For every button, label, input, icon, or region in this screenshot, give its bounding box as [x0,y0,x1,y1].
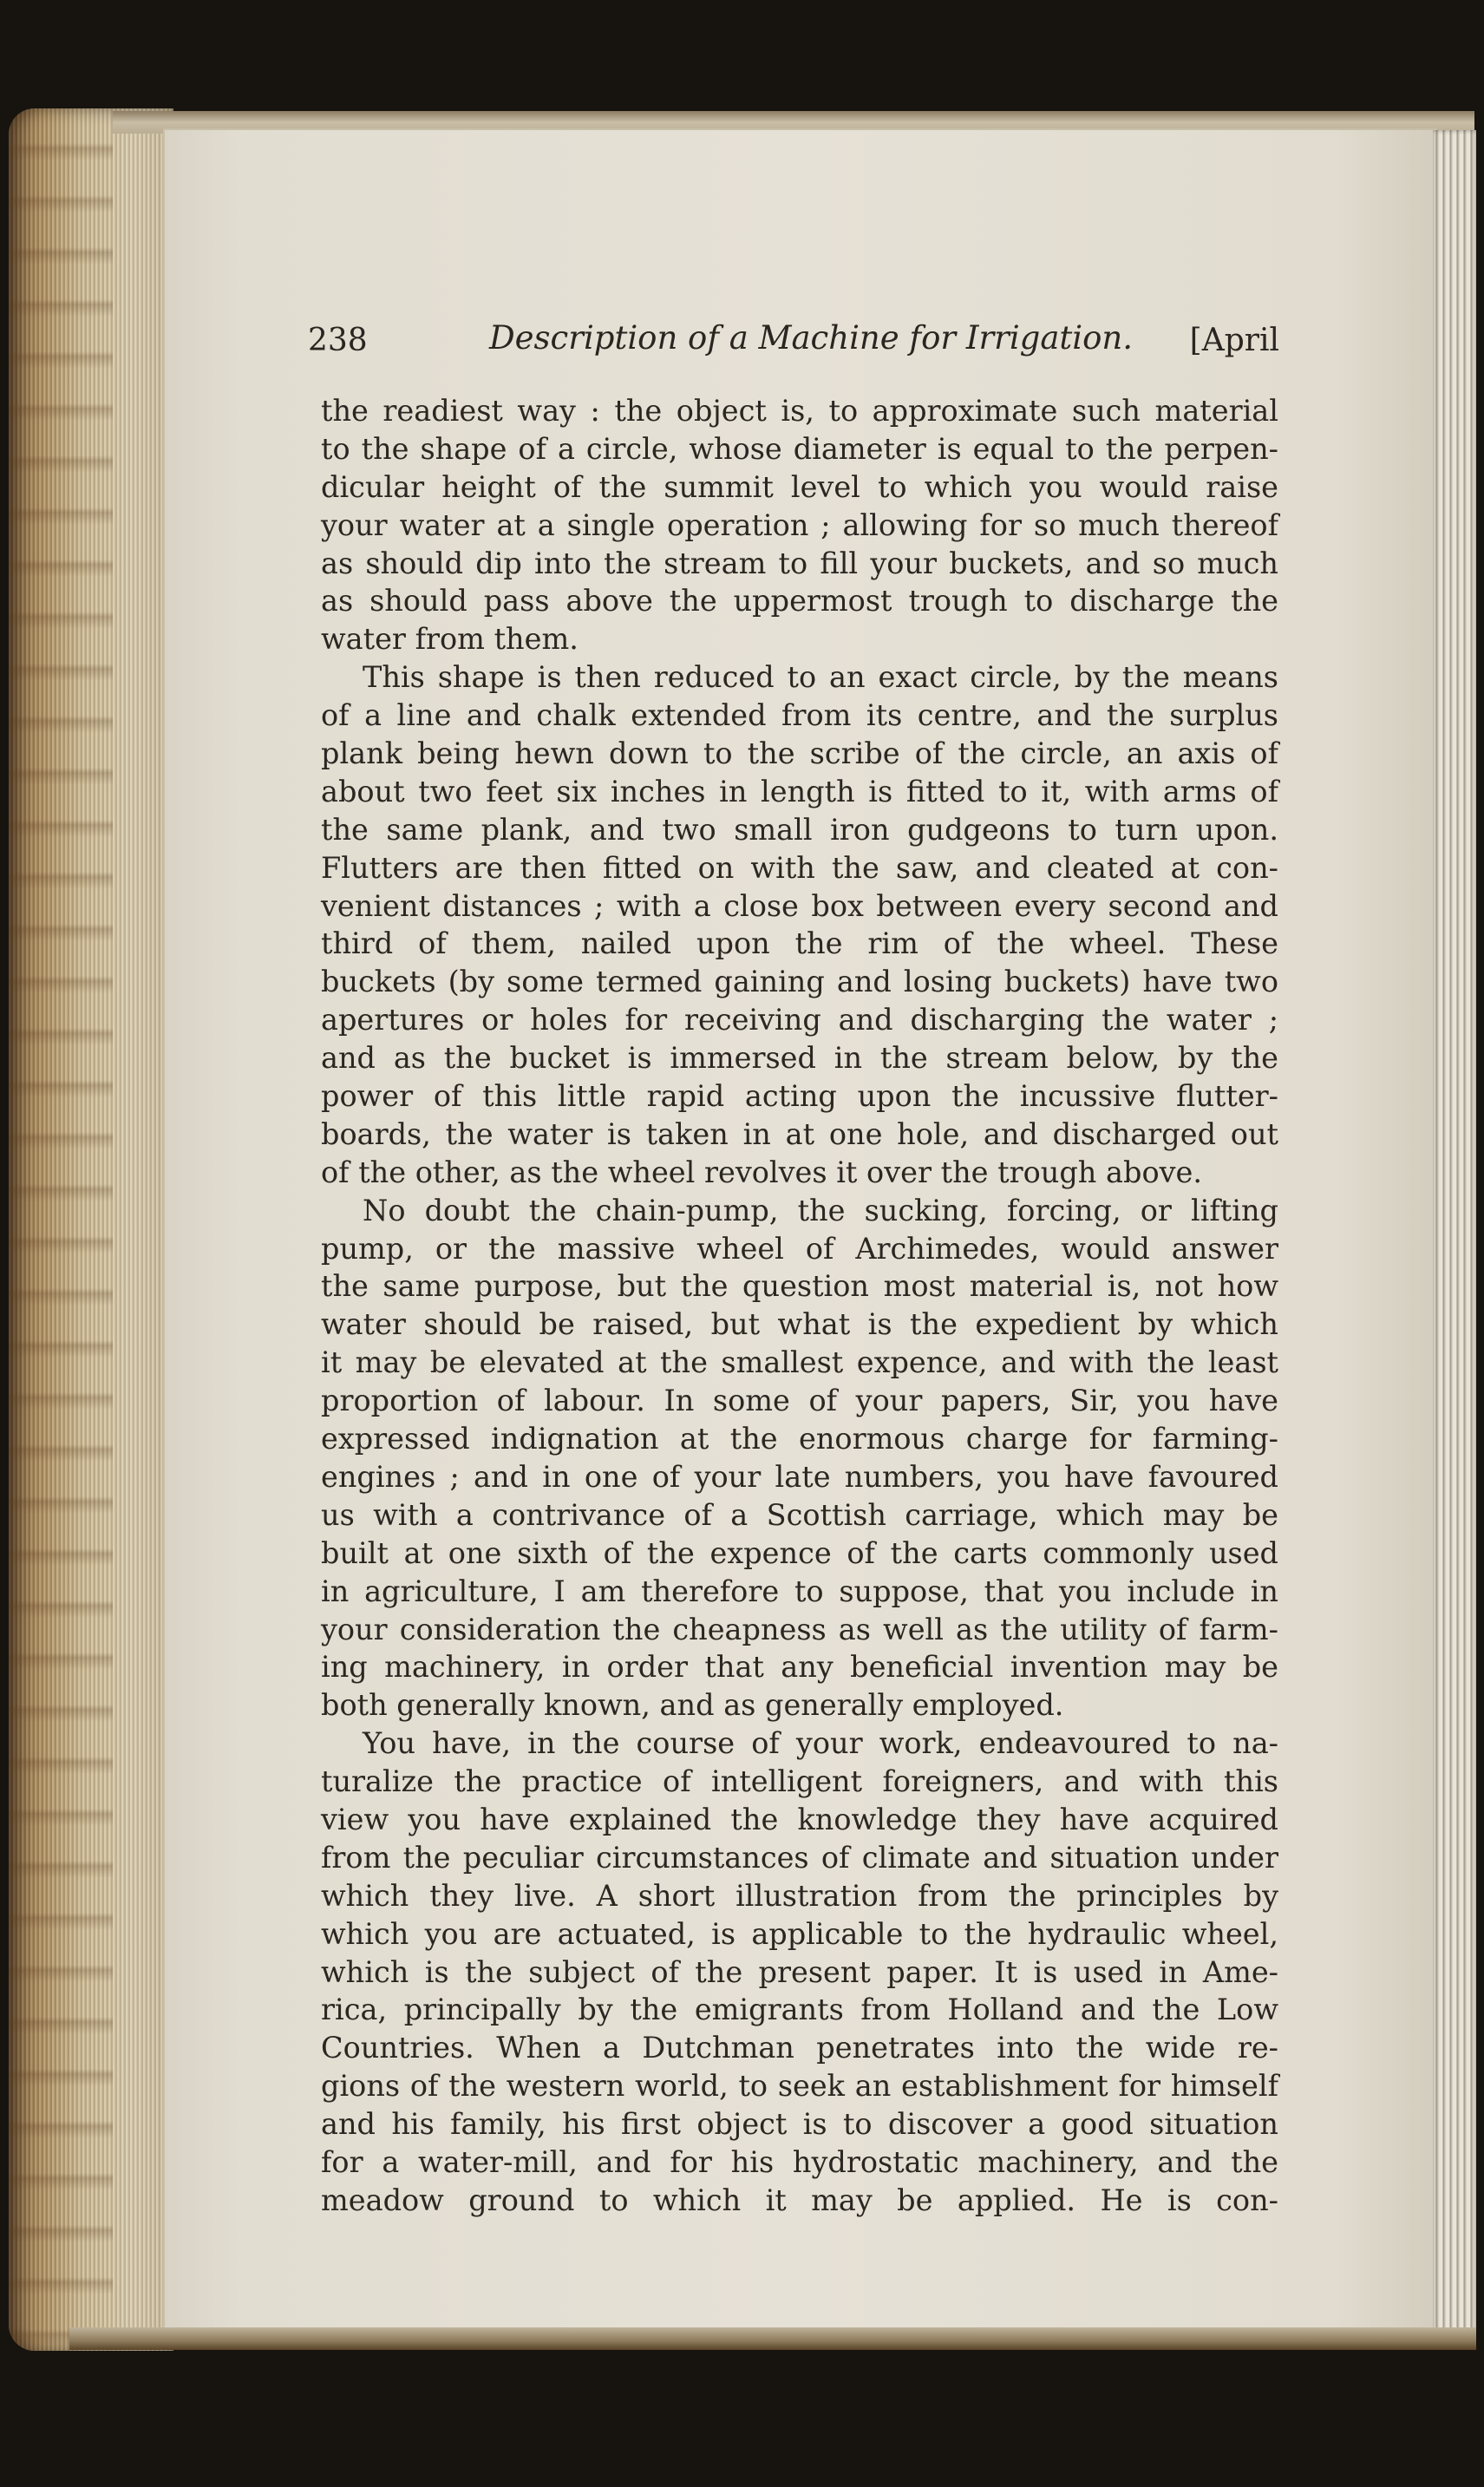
book-edge-wear [9,108,113,2351]
text-line: venient distances ; with a close box between every second and [321,888,1278,923]
text-line: which you are actuated, is applicable to the hydraulic wheel, [321,1916,1278,1951]
text-line: turalize the practice of intelligent foreigners, and with this [321,1764,1278,1799]
text-line: as should dip into the stream to fill your buckets, and so much [321,546,1278,580]
text-line: about two feet six inches in length is fitted to it, with arms of [321,774,1278,808]
text-line: boards, the water is taken in at one hole, and discharged out [321,1116,1278,1151]
text-line: rica, principally by the emigrants from Holland and the Low [321,1993,1278,2027]
text-line: and as the bucket is immersed in the stream below, by the [321,1041,1278,1076]
text-line: power of this little rapid acting upon the incussive flutter- [321,1079,1278,1114]
text-line: in agriculture, I am therefore to suppose, that you include in [321,1574,1278,1608]
text-line: which is the subject of the present paper. It is used in Ame- [321,1954,1278,1989]
text-line: to the shape of a circle, whose diameter is equal to the perpen- [321,431,1278,466]
text-line: proportion of labour. In some of your papers, Sir, you have [321,1384,1278,1418]
text-line: the same purpose, but the question most material is, not how [321,1269,1278,1304]
text-line: and his family, his first object is to discover a good situation [321,2107,1278,2142]
text-line: view you have explained the knowledge they have acquired [321,1802,1278,1836]
text-line: water should be raised, but what is the expedient by which [321,1307,1278,1342]
text-line: your consideration the cheapness as well as the utility of farm- [321,1612,1278,1646]
text-line: Countries. When a Dutchman penetrates into the wide re- [321,2031,1278,2065]
text-line: us with a contrivance of a Scottish carriage, which may be [321,1497,1278,1532]
text-line: No doubt the chain-pump, the sucking, forcing, or lifting [363,1193,1278,1227]
body-text [321,392,1278,2220]
text-line: ing machinery, in order that any beneficial invention may be [321,1650,1278,1685]
running-head [308,319,1279,371]
text-line: both generally known, and as generally employed. [321,1688,1064,1723]
text-line: from the peculiar circumstances of climate and situation under [321,1840,1278,1875]
text-line: apertures or holes for receiving and discharging the water ; [321,1003,1278,1037]
text-line: third of them, nailed upon the rim of the wheel. These [321,926,1278,961]
book-fore-edge-right [1433,130,1476,2333]
text-line: water from them. [321,622,579,657]
text-line: which they live. A short illustration from the principles by [321,1878,1278,1913]
text-line: meadow ground to which it may be applied. He is con- [321,2183,1278,2217]
book-bottom-edge [69,2327,1476,2350]
text-line: as should pass above the uppermost trough to discharge the [321,584,1278,618]
text-line: pump, or the massive wheel of Archimedes, would answer [321,1231,1278,1266]
text-line: of a line and chalk extended from its centre, and the surplus [321,698,1278,733]
text-line: You have, in the course of your work, endeavoured to na- [363,1726,1278,1761]
text-line: for a water-mill, and for his hydrostatic machinery, and the [321,2144,1278,2179]
text-line: of the other, as the wheel revolves it over the trough above. [321,1155,1203,1189]
text-line: engines ; and in one of your late numbers, you have favoured [321,1459,1278,1494]
text-line: the readiest way : the object is, to approximate such material [321,394,1278,428]
text-line: This shape is then reduced to an exact circle, by the means [363,660,1278,695]
text-line: gions of the western world, to seek an establishment for himself [321,2069,1278,2104]
text-line: it may be elevated at the smallest expence, and with the least [321,1345,1278,1380]
running-month: [April [1189,323,1279,358]
text-line: plank being hewn down to the scribe of the circle, an axis of [321,736,1278,771]
text-line: buckets (by some termed gaining and losing buckets) have two [321,965,1278,999]
page-number: 238 [308,323,368,358]
text-line: dicular height of the summit level to which you would raise [321,469,1278,504]
text-line: Flutters are then fitted on with the saw, and cleated at con- [321,850,1278,885]
text-line: the same plank, and two small iron gudgeons to turn upon. [321,812,1278,847]
text-line: built at one sixth of the expence of the carts commonly used [321,1535,1278,1570]
text-line: expressed indignation at the enormous charge for farming- [321,1422,1278,1456]
text-line: your water at a single operation ; allowing for so much thereof [321,507,1278,542]
running-title: Description of a Machine for Irrigation. [489,319,1133,357]
